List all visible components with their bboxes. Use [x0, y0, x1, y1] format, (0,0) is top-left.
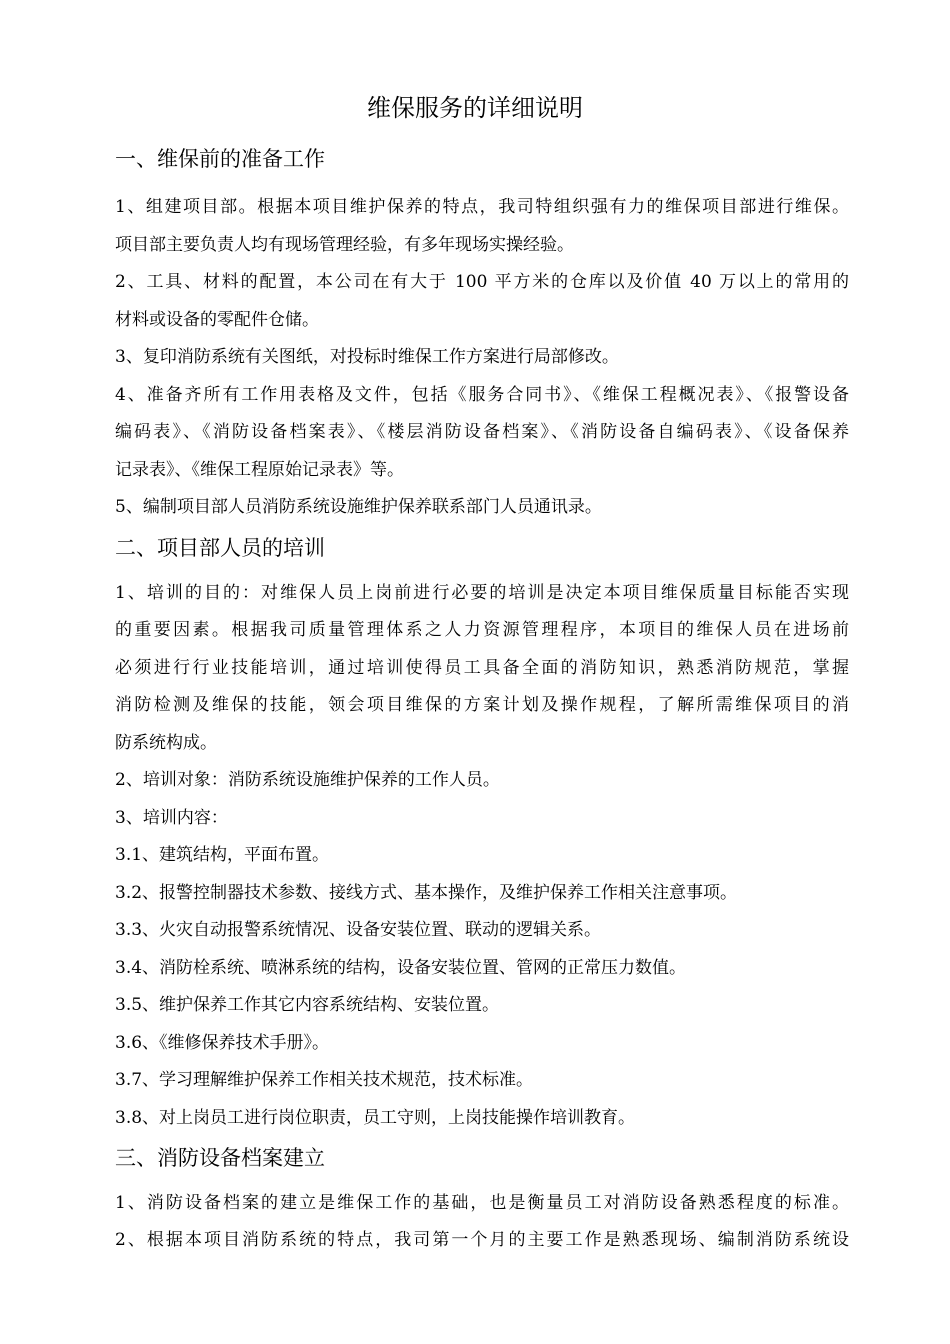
paragraph-line: 项目部主要负责人均有现场管理经验，有多年现场实操经验。	[115, 235, 574, 255]
paragraph-line: 1、组建项目部。根据本项目维护保养的特点，我司特组织强有力的维保项目部进行维保。	[115, 197, 849, 217]
paragraph-line: 5、编制项目部人员消防系统设施维护保养联系部门人员通讯录。	[115, 497, 602, 517]
paragraph-line: 的重要因素。根据我司质量管理体系之人力资源管理程序，本项目的维保人员在进场前	[115, 620, 849, 640]
paragraph-line: 2、工具、材料的配置，本公司在有大于 100 平方米的仓库以及价值 40 万以上的常用的	[115, 272, 849, 292]
paragraph-line: 3.7、学习理解维护保养工作相关技术规范，技术标准。	[115, 1070, 534, 1090]
paragraph-line: 3.1、建筑结构，平面布置。	[115, 845, 330, 865]
paragraph-line: 必须进行行业技能培训，通过培训使得员工具备全面的消防知识，熟悉消防规范，掌握	[115, 658, 849, 678]
paragraph-line: 3.3、火灾自动报警系统情况、设备安装位置、联动的逻辑关系。	[115, 920, 602, 940]
section-heading-training: 二、项目部人员的培训	[115, 536, 325, 560]
paragraph-line: 3、复印消防系统有关图纸，对投标时维保工作方案进行局部修改。	[115, 347, 619, 367]
paragraph-line: 3、培训内容：	[115, 808, 228, 828]
paragraph-line: 3.4、消防栓系统、喷淋系统的结构，设备安装位置、管网的正常压力数值。	[115, 958, 687, 978]
paragraph-line: 编码表》、《消防设备档案表》、《楼层消防设备档案》、《消防设备自编码表》、《设备保养	[115, 422, 849, 442]
section-heading-archives: 三、消防设备档案建立	[115, 1146, 325, 1170]
paragraph-line: 3.5、维护保养工作其它内容系统结构、安装位置。	[115, 995, 500, 1015]
paragraph-line: 材料或设备的零配件仓储。	[115, 310, 319, 330]
section-heading-preparation: 一、维保前的准备工作	[115, 147, 325, 171]
paragraph-line: 1、培训的目的：对维保人员上岗前进行必要的培训是决定本项目维保质量目标能否实现	[115, 583, 849, 603]
paragraph-line: 消防检测及维保的技能，领会项目维保的方案计划及操作规程，了解所需维保项目的消	[115, 695, 849, 715]
paragraph-line: 1、消防设备档案的建立是维保工作的基础，也是衡量员工对消防设备熟悉程度的标准。	[115, 1193, 849, 1213]
paragraph-line: 3.2、报警控制器技术参数、接线方式、基本操作，及维护保养工作相关注意事项。	[115, 883, 738, 903]
paragraph-line: 3.8、对上岗员工进行岗位职责，员工守则，上岗技能操作培训教育。	[115, 1108, 636, 1128]
paragraph-line: 2、根据本项目消防系统的特点，我司第一个月的主要工作是熟悉现场、编制消防系统设	[115, 1230, 849, 1250]
paragraph-line: 记录表》、《维保工程原始记录表》等。	[115, 460, 404, 480]
paragraph-line: 2、培训对象：消防系统设施维护保养的工作人员。	[115, 770, 500, 790]
paragraph-line: 4、准备齐所有工作用表格及文件，包括《服务合同书》、《维保工程概况表》、《报警设备	[115, 385, 849, 405]
paragraph-line: 3.6、《维修保养技术手册》。	[115, 1033, 330, 1053]
paragraph-line: 防系统构成。	[115, 733, 217, 753]
document-title: 维保服务的详细说明	[367, 94, 583, 122]
